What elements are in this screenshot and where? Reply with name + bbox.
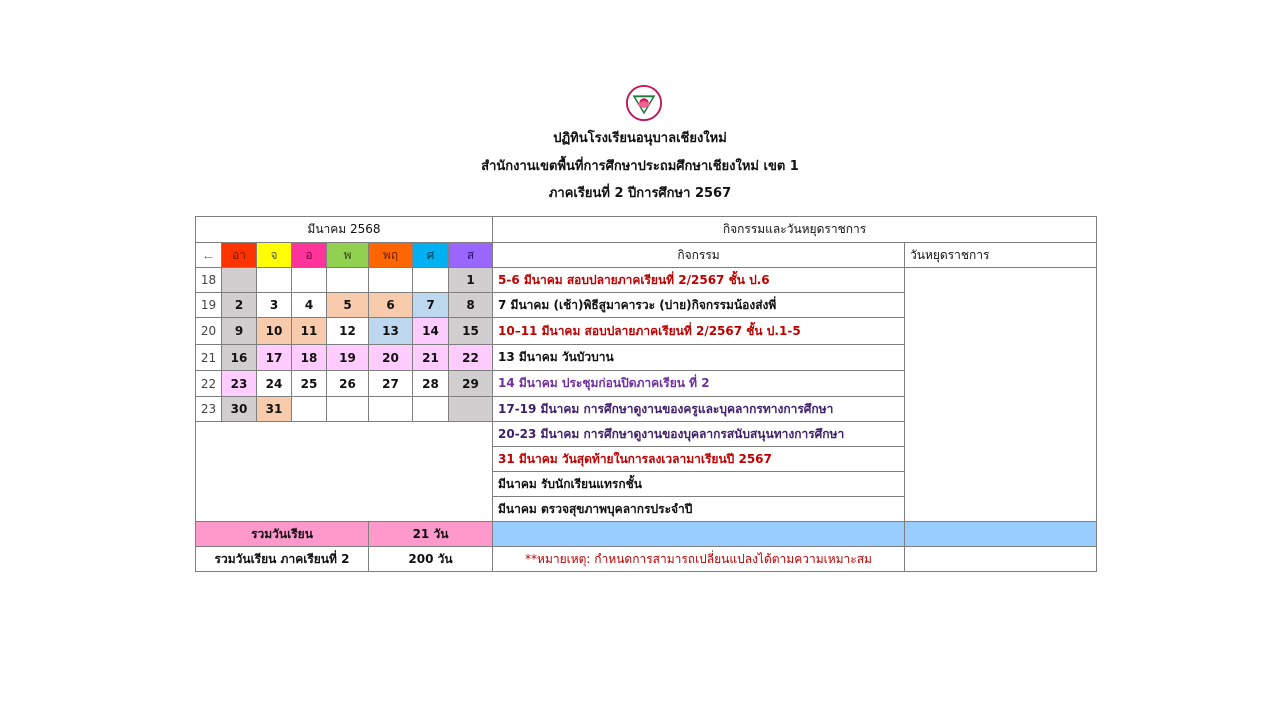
day-cell: 31: [257, 397, 292, 422]
holiday-cell: [905, 268, 1097, 522]
day-cell: [413, 268, 449, 293]
day-cell: 8: [449, 293, 493, 318]
week-number: 21: [196, 345, 222, 371]
day-cell: [257, 268, 292, 293]
schedule-note: **หมายเหตุ: กำหนดการสามารถเปลี่ยนแปลงได้ตามความเหมาะสม: [493, 547, 905, 572]
day-cell: 27: [369, 371, 413, 397]
weekday-sat: ส: [449, 243, 493, 268]
day-cell: 20: [369, 345, 413, 371]
activity-item: 31 มีนาคม วันสุดท้ายในการลงเวลามาเรียนปี 2567: [493, 447, 905, 472]
day-cell: 2: [222, 293, 257, 318]
day-cell: [222, 268, 257, 293]
weekday-sun: อา: [222, 243, 257, 268]
activities-section-title: กิจกรรมและวันหยุดราชการ: [493, 217, 1097, 243]
day-cell: 15: [449, 318, 493, 345]
month-title: มีนาคม 2568: [196, 217, 493, 243]
activity-item: 14 มีนาคม ประชุมก่อนปิดภาคเรียน ที่ 2: [493, 371, 905, 397]
holiday-column-header: วันหยุดราชการ: [905, 243, 1097, 268]
day-cell: 11: [292, 318, 327, 345]
day-cell: [369, 397, 413, 422]
activity-item: มีนาคม รับนักเรียนแทรกชั้น: [493, 472, 905, 497]
month-school-days-value: 21 วัน: [369, 522, 493, 547]
day-cell: [292, 268, 327, 293]
day-cell: [369, 268, 413, 293]
weekday-fri: ศ: [413, 243, 449, 268]
activity-item: 5-6 มีนาคม สอบปลายภาคเรียนที่ 2/2567 ชั้น ป.6: [493, 268, 905, 293]
school-emblem-icon: [625, 84, 663, 122]
day-cell: 7: [413, 293, 449, 318]
term-subtitle: ภาคเรียนที่ 2 ปีการศึกษา 2567: [548, 186, 732, 201]
day-cell: [327, 268, 369, 293]
day-cell: 14: [413, 318, 449, 345]
day-cell: 19: [327, 345, 369, 371]
weekday-thu: พฤ: [369, 243, 413, 268]
summary-holiday-filler: [905, 522, 1097, 547]
day-cell: [327, 397, 369, 422]
day-cell: [413, 397, 449, 422]
term-school-days-value: 200 วัน: [369, 547, 493, 572]
weekday-mon: จ: [257, 243, 292, 268]
day-cell: 26: [327, 371, 369, 397]
day-cell: 23: [222, 371, 257, 397]
day-cell: 30: [222, 397, 257, 422]
day-cell: 22: [449, 345, 493, 371]
calendar-blank-area: [196, 422, 493, 522]
weekday-tue: อ: [292, 243, 327, 268]
weekday-wed: พ: [327, 243, 369, 268]
day-cell: 9: [222, 318, 257, 345]
activity-item: 10–11 มีนาคม สอบปลายภาคเรียนที่ 2/2567 ชั้น ป.1-5: [493, 318, 905, 345]
day-cell: 10: [257, 318, 292, 345]
week-column-header: ⟵: [196, 243, 222, 268]
day-cell: 5: [327, 293, 369, 318]
day-cell: 29: [449, 371, 493, 397]
day-cell: 1: [449, 268, 493, 293]
activity-item: 17-19 มีนาคม การศึกษาดูงานของครูและบุคลากรทางการศึกษา: [493, 397, 905, 422]
week-number: 22: [196, 371, 222, 397]
activity-item: 13 มีนาคม วันบัวบาน: [493, 345, 905, 371]
day-cell: 24: [257, 371, 292, 397]
week-number: 18: [196, 268, 222, 293]
day-cell: 6: [369, 293, 413, 318]
day-cell: 25: [292, 371, 327, 397]
calendar-table: [195, 216, 1097, 572]
day-cell: 12: [327, 318, 369, 345]
month-school-days-label: รวมวันเรียน: [196, 522, 369, 547]
day-cell: 13: [369, 318, 413, 345]
day-cell: 17: [257, 345, 292, 371]
note-holiday-filler: [905, 547, 1097, 572]
day-cell: 3: [257, 293, 292, 318]
day-cell: 21: [413, 345, 449, 371]
term-school-days-label: รวมวันเรียน ภาคเรียนที่ 2: [196, 547, 369, 572]
day-cell: 16: [222, 345, 257, 371]
day-cell: [449, 397, 493, 422]
week-number: 20: [196, 318, 222, 345]
office-subtitle: สำนักงานเขตพื้นที่การศึกษาประถมศึกษาเชียงใหม่ เขต 1: [481, 159, 799, 174]
calendar-title: ปฏิทินโรงเรียนอนุบาลเชียงใหม่: [553, 131, 727, 146]
day-cell: 18: [292, 345, 327, 371]
day-cell: [292, 397, 327, 422]
activity-column-header: กิจกรรม: [493, 243, 905, 268]
day-cell: 28: [413, 371, 449, 397]
activity-item: 7 มีนาคม (เช้า)พิธีสูมาคารวะ (บ่าย)กิจกรรมน้องส่งพี่: [493, 293, 905, 318]
activity-item: มีนาคม ตรวจสุขภาพบุคลากรประจำปี: [493, 497, 905, 522]
summary-activity-filler: [493, 522, 905, 547]
week-number: 19: [196, 293, 222, 318]
week-number: 23: [196, 397, 222, 422]
day-cell: 4: [292, 293, 327, 318]
activity-item: 20-23 มีนาคม การศึกษาดูงานของบุคลากรสนับสนุนทางการศึกษา: [493, 422, 905, 447]
